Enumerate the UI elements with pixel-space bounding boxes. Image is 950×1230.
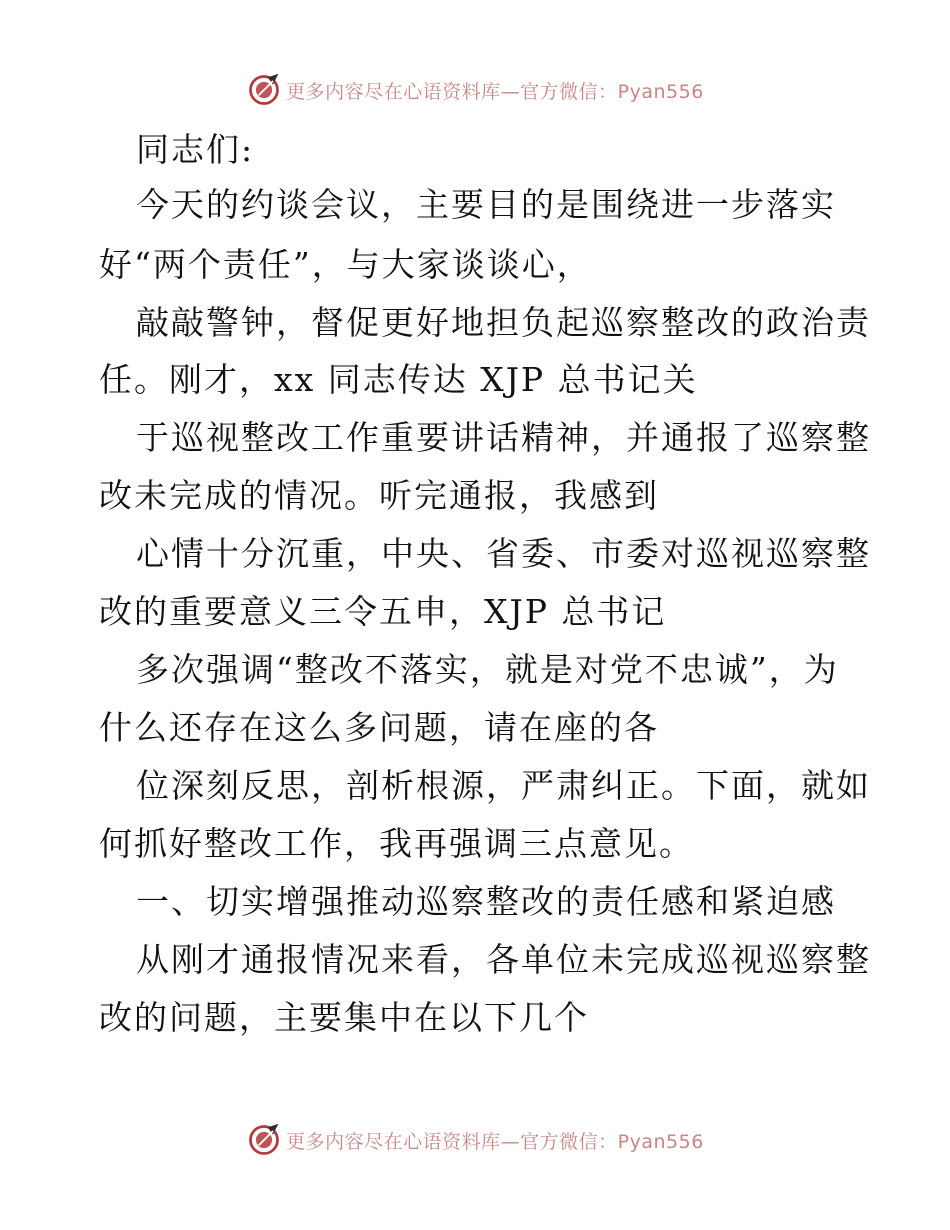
watermark-text: 更多内容尽在心语资料库—官方微信：Pyan556 — [286, 80, 704, 103]
seal-pen-icon — [246, 1122, 282, 1158]
paragraph-line: 今天的约谈会议，主要目的是围绕进一步落实 — [136, 185, 836, 224]
watermark-text: 更多内容尽在心语资料库—官方微信：Pyan556 — [286, 1130, 704, 1153]
paragraph-line: 何抓好整改工作，我再强调三点意见。 — [99, 824, 694, 863]
seal-pen-icon — [246, 72, 282, 108]
paragraph-line: 敲敲警钟，督促更好地担负起巡察整改的政治责 — [136, 303, 871, 342]
footer-watermark — [0, 1120, 950, 1160]
paragraph-line: 多次强调“整改不落实，就是对党不忠诚”，为 — [136, 650, 839, 689]
paragraph-line: 位深刻反思，剖析根源，严肃纠正。下面，就如 — [136, 766, 871, 805]
paragraph-line: 什么还存在这么多问题，请在座的各 — [99, 708, 659, 747]
paragraph-line: 任。刚才，xx 同志传达 XJP 总书记关 — [99, 360, 698, 399]
paragraph-line: 从刚才通报情况来看，各单位未完成巡视巡察整 — [136, 940, 871, 979]
paragraph-line: 好“两个责任”，与大家谈谈心， — [99, 245, 592, 284]
paragraph-line: 于巡视整改工作重要讲话精神，并通报了巡察整 — [136, 418, 871, 457]
paragraph-line: 同志们: — [136, 130, 255, 169]
paragraph-line: 改的问题，主要集中在以下几个 — [99, 998, 589, 1037]
paragraph-line: 心情十分沉重，中央、省委、市委对巡视巡察整 — [136, 534, 871, 573]
paragraph-line: 改未完成的情况。听完通报，我感到 — [99, 476, 659, 515]
header-watermark — [0, 70, 950, 110]
paragraph-line: 改的重要意义三令五申，XJP 总书记 — [99, 592, 667, 631]
section-heading: 一、切实增强推动巡察整改的责任感和紧迫感 — [136, 882, 836, 921]
